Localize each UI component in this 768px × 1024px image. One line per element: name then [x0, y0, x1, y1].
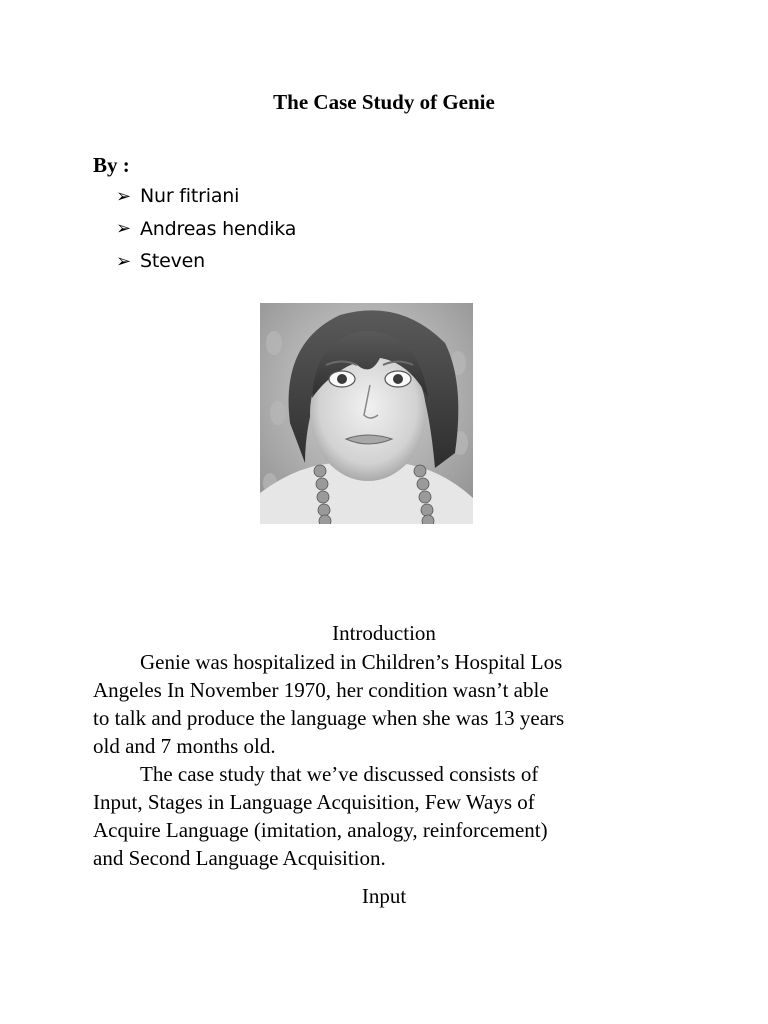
paragraph-line: old and 7 months old.	[93, 734, 276, 758]
author-name: Steven	[140, 250, 205, 273]
input-heading: Input	[361, 884, 407, 908]
paragraph-line: to talk and produce the language when she was 13 years	[93, 706, 565, 730]
portrait-photo	[260, 303, 473, 524]
author-item	[116, 213, 296, 246]
arrow-bullet-icon: ➢	[116, 185, 131, 207]
paragraph-line: Input, Stages in Language Acquisition, Few Ways of	[93, 790, 535, 814]
author-name: Andreas hendika	[140, 217, 297, 240]
paragraph-line: The case study that we’ve discussed consists of	[140, 762, 539, 786]
paragraph-line: Acquire Language (imitation, analogy, reinforcement)	[93, 818, 548, 842]
authors-list	[116, 180, 296, 278]
arrow-bullet-icon: ➢	[116, 218, 131, 240]
arrow-bullet-icon: ➢	[116, 250, 131, 272]
paragraph-line: Genie was hospitalized in Children’s Hospital Los	[140, 650, 563, 674]
author-item	[116, 245, 296, 278]
document-title: The Case Study of Genie	[273, 90, 495, 114]
author-item	[116, 180, 296, 213]
author-name: Nur fitriani	[140, 185, 240, 208]
paragraph-line: Angeles In November 1970, her condition wasn’t able	[93, 678, 549, 702]
paragraph-1	[93, 648, 683, 760]
authors-label: By :	[93, 153, 130, 177]
paragraph-2	[93, 760, 683, 872]
introduction-heading: Introduction	[332, 621, 436, 645]
paragraph-line: and Second Language Acquisition.	[93, 846, 386, 870]
